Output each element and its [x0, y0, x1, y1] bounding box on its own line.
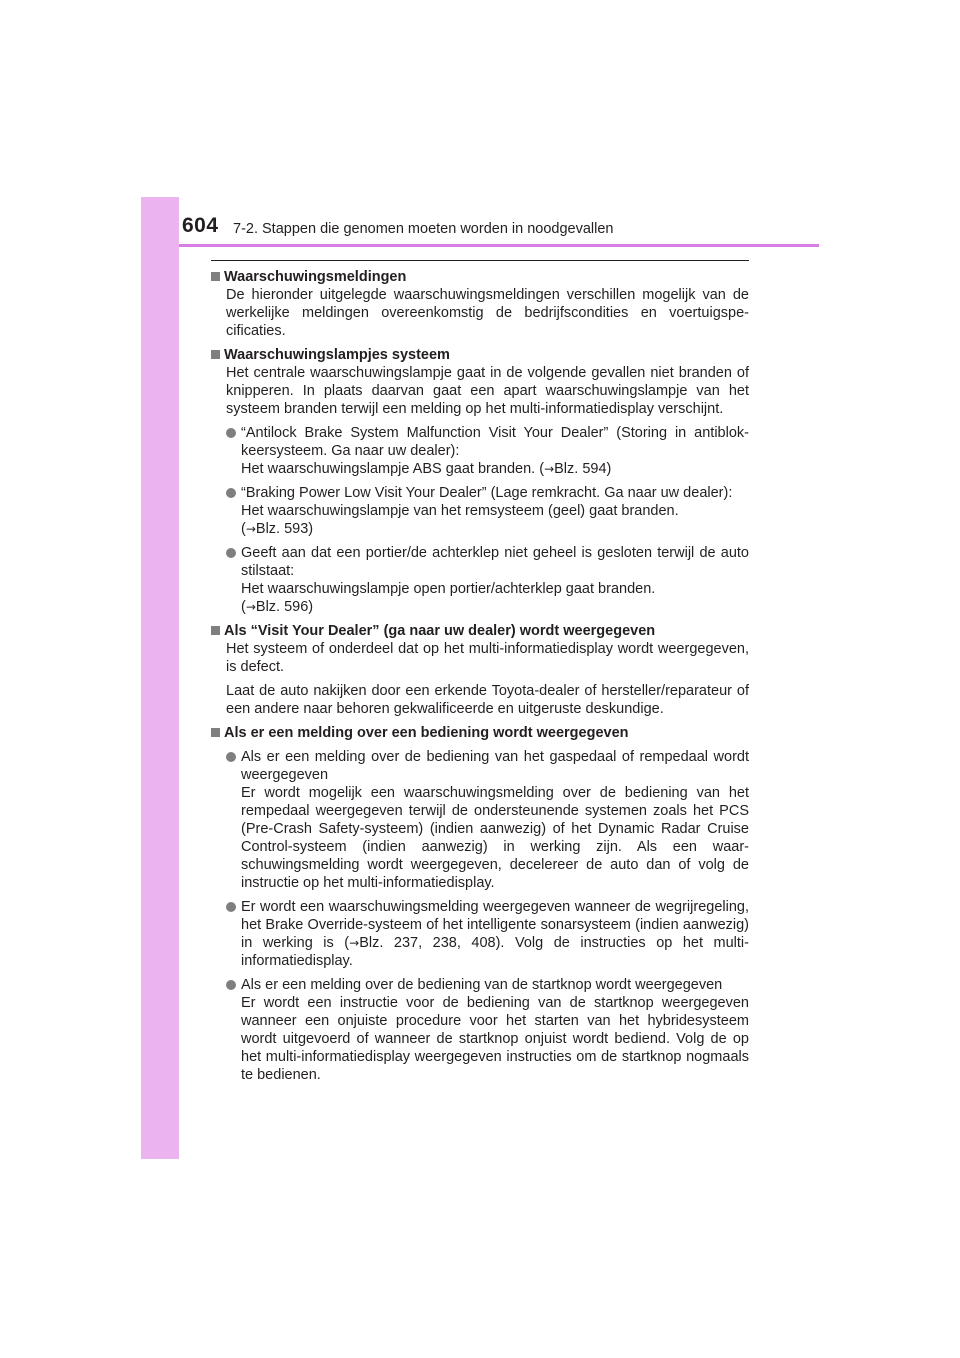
list-item: Geeft aan dat een portier/de achterklep niet geheel is gesloten terwijl de auto stilstaat: Het waarschuwingslampje open portier/achterklep gaat branden. (→Blz. 596) — [211, 544, 749, 616]
section-title: Als “Visit Your Dealer” (ga naar uw dealer) wordt weergegeven — [211, 622, 749, 640]
arrow-right-icon: → — [544, 462, 555, 476]
paragraph: Het centrale waarschuwingslampje gaat in de volgende gevallen niet branden of knipperen. In plaats daarvan gaat een apart waarschuwingslampje van het systeem branden terwijl een melding op het multi-informatiedisplay verschijnt. — [226, 365, 749, 417]
section-warning-lights — [211, 346, 749, 616]
paragraph: Laat de auto nakijken door een erkende Toyota-dealer of hersteller/reparateur of een andere naar behoren gekwalificeerde en uitgeruste deskundige. — [226, 683, 749, 717]
square-bullet-icon — [211, 272, 220, 281]
chapter-title: 7-2. Stappen die genomen moeten worden in noodgevallen — [233, 221, 614, 237]
round-bullet-icon — [226, 428, 236, 438]
section-title: Waarschuwingsmeldingen — [211, 268, 749, 286]
square-bullet-icon — [211, 728, 220, 737]
arrow-right-icon: → — [349, 936, 360, 950]
round-bullet-icon — [226, 488, 236, 498]
arrow-right-icon: → — [245, 522, 256, 536]
round-bullet-icon — [226, 548, 236, 558]
section-visit-dealer — [211, 622, 749, 718]
page-content — [211, 260, 749, 1084]
section-operation-message — [211, 724, 749, 1084]
page-reference: Blz. 594) — [554, 461, 612, 477]
square-bullet-icon — [211, 350, 220, 359]
page-reference: Blz. 593) — [255, 521, 314, 537]
section-title: Waarschuwingslampjes systeem — [211, 346, 749, 364]
list-item: Als er een melding over de bediening van het gaspedaal of rempedaal wordt weergegeven Er wordt mogelijk een waarschuwingsmelding over de bediening van het rempedaal weergegeven terwijl de ondersteunende systemen zoals het PCS (Pre-Crash Safety-systeem) (indien aanwezig) of het Dynamic Radar Cruise Control-systeem (indien aanwezig) in werking zijn. Als een waarschuwingsmelding wordt weergegeven, decelereer de auto dan of volg de instructie op het multi-informatiedisplay. — [211, 748, 749, 892]
chapter-sidebar-tab — [141, 197, 179, 1159]
list-item: Als er een melding over de bediening van de startknop wordt weergegeven Er wordt een instructie voor de bediening van de startknop weergegeven wanneer een onjuiste procedure voor het starten van het hybridesysteem wordt uitgevoerd of wanneer de startknop onjuist wordt bediend. Volg de op het multi-informatiedisplay weergegeven instructies om de startknop nogmaals te bedienen. — [211, 976, 749, 1084]
square-bullet-icon — [211, 626, 220, 635]
list-item: “Antilock Brake System Malfunction Visit Your Dealer” (Storing in antiblokkeersysteem. Ga naar uw dealer): Het waarschuwingslampje ABS gaat branden. (→Blz. 594) — [211, 424, 749, 478]
list-item: “Braking Power Low Visit Your Dealer” (Lage remkracht. Ga naar uw dealer): Het waarschuwingslampje van het remsysteem (geel) gaat branden. (→Blz. 593) — [211, 484, 749, 538]
section-warning-messages — [211, 268, 749, 340]
page-number: 604 — [182, 214, 219, 237]
header-rule — [179, 244, 819, 247]
round-bullet-icon — [226, 980, 236, 990]
round-bullet-icon — [226, 752, 236, 762]
paragraph: De hieronder uitgelegde waarschuwingsmeldingen verschillen mogelijk van de werkelijke meldingen overeenkomstig de bedrijfscondities en voertuigspecificaties. — [226, 287, 749, 339]
page-reference: Blz. 596) — [255, 599, 314, 615]
round-bullet-icon — [226, 902, 236, 912]
section-title: Als er een melding over een bediening wordt weergegeven — [211, 724, 749, 742]
list-item: Er wordt een waarschuwingsmelding weergegeven wanneer de wegrijregeling, het Brake Override-systeem of het intelligente sonarsysteem (indien aanwezig) in werking is (→Blz. 237, 238, 408). Volg de instructies op het multi-informatiedisplay. — [211, 898, 749, 970]
arrow-right-icon: → — [245, 600, 256, 614]
paragraph: Het systeem of onderdeel dat op het multi-informatiedisplay wordt weergegeven, is defect. — [226, 641, 749, 675]
